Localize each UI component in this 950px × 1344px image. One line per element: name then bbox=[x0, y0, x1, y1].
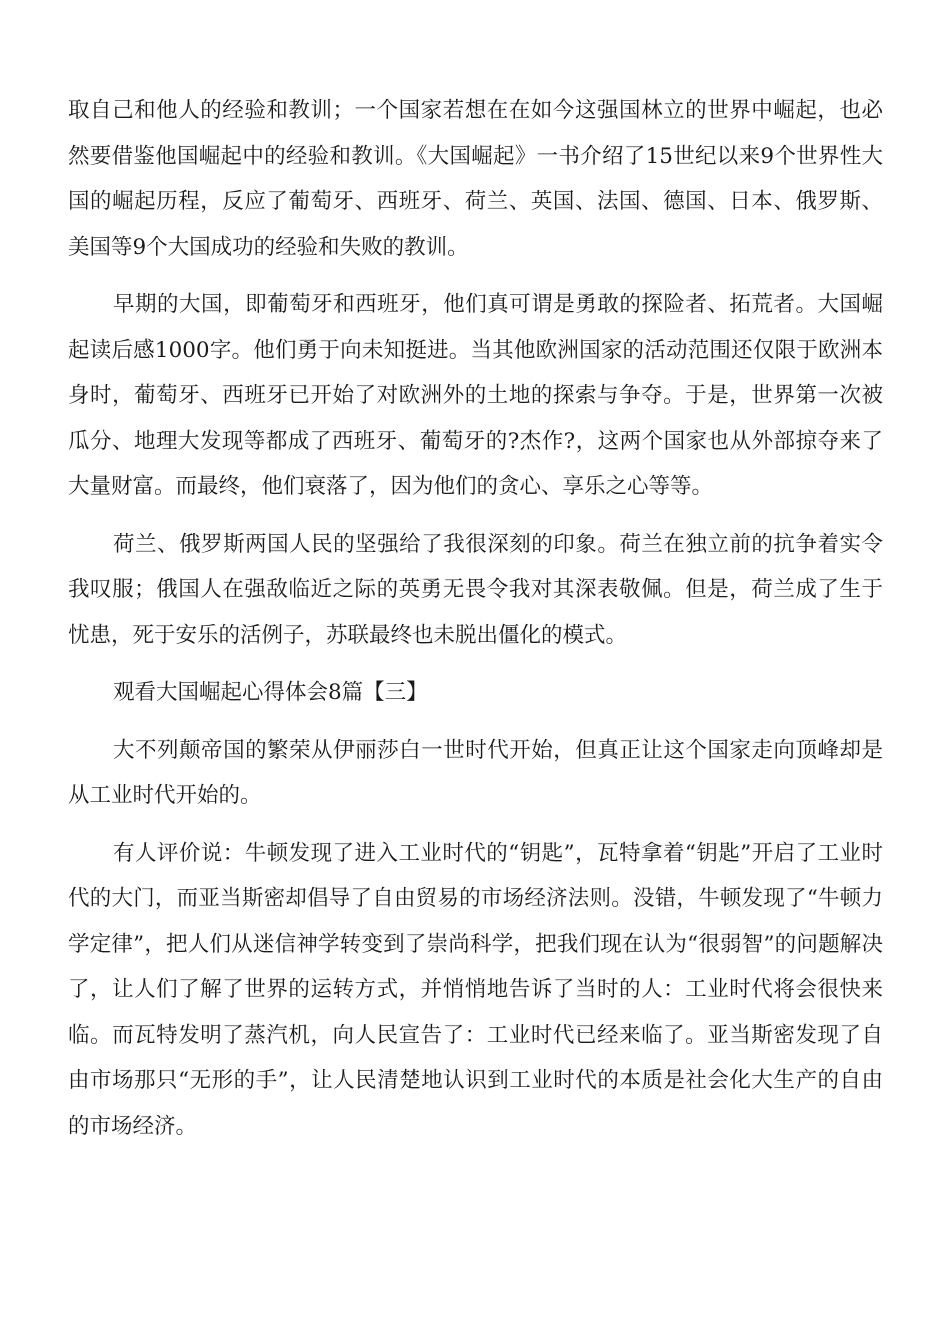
section-heading: 观看大国崛起心得体会8篇【三】 bbox=[113, 680, 428, 705]
paragraph-5: 有人评价说：牛顿发现了进入工业时代的“钥匙”，瓦特拿着“钥匙”开启了工业时代的大门，而亚当斯密却倡导了自由贸易的市场经济法则。没错，牛顿发现了“牛顿力学定律”，把人们从迷信神学转变到了崇尚科学，把我们现在认为“很弱智”的问题解决了，让人们了解了世界的运转方式，并悄悄地告诉了当时的人：工业时代将会很快来临。而瓦特发明了蒸汽机，向人民宣告了：工业时代已经来临了。亚当斯密发现了自由市场那只“无形的手”，让人民清楚地认识到工业时代的本质是社会化大生产的自由的市场经济。 bbox=[68, 840, 883, 1139]
paragraph-3: 荷兰、俄罗斯两国人民的坚强给了我很深刻的印象。荷兰在独立前的抗争着实令我叹服；俄国人在强敌临近之际的英勇无畏令我对其深表敬佩。但是，荷兰成了生于忧患，死于安乐的活例子，苏联最终也未脱出僵化的模式。 bbox=[68, 531, 883, 648]
document-page bbox=[68, 88, 883, 1161]
paragraph-2: 早期的大国，即葡萄牙和西班牙，他们真可谓是勇敢的探险者、拓荒者。大国崛起读后感1000字。他们勇于向未知挺进。当其他欧洲国家的活动范围还仅限于欧洲本身时，葡萄牙、西班牙已开始了对欧洲外的土地的探索与争夺。于是，世界第一次被瓜分、地理大发现等都成了西班牙、葡萄牙的?杰作?，这两个国家也从外部掠夺来了大量财富。而最终，他们衰落了，因为他们的贪心、享乐之心等等。 bbox=[68, 292, 883, 499]
paragraph-4: 大不列颠帝国的繁荣从伊丽莎白一世时代开始，但真正让这个国家走向顶峰却是从工业时代开始的。 bbox=[68, 737, 883, 808]
paragraph-1: 取自己和他人的经验和教训；一个国家若想在在如今这强国林立的世界中崛起，也必然要借鉴他国崛起中的经验和教训。《大国崛起》一书介绍了15世纪以来9个世界性大国的崛起历程，反应了葡萄牙、西班牙、荷兰、英国、法国、德国、日本、俄罗斯、美国等9个大国成功的经验和失败的教训。 bbox=[68, 98, 883, 260]
